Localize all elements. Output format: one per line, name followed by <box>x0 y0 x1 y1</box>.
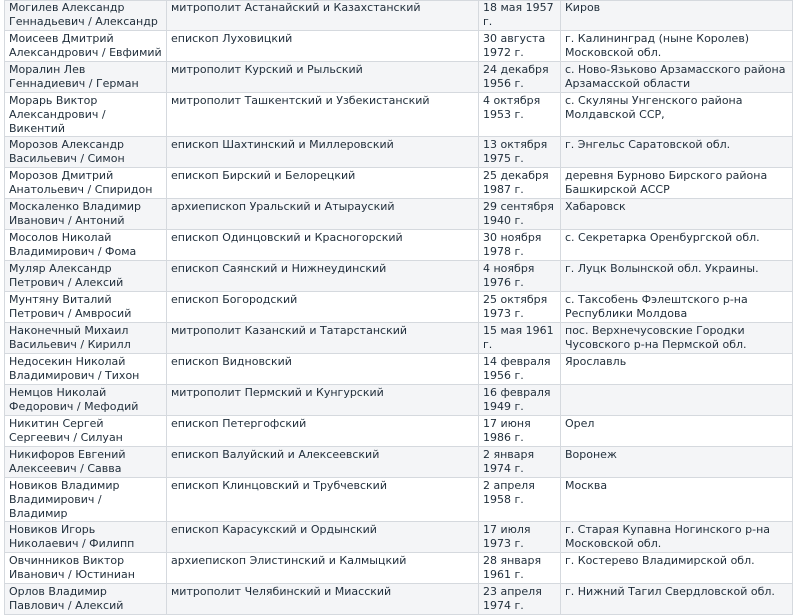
hierarchs-table <box>4 0 793 615</box>
cell-birth-date: 17 июня 1986 г. <box>479 416 561 447</box>
table-row <box>5 93 793 137</box>
cell-birth-date: 29 сентября 1940 г. <box>479 199 561 230</box>
cell-birth-date: 4 ноября 1976 г. <box>479 261 561 292</box>
table-row <box>5 323 793 354</box>
cell-name: Морарь Виктор Александрович / Викентий <box>5 93 167 137</box>
cell-birth-place: г. Энгельс Саратовской обл. <box>561 137 793 168</box>
cell-title: епископ Карасукский и Ордынский <box>167 522 479 553</box>
table-row <box>5 199 793 230</box>
cell-birth-place: деревня Бурново Бирского района Башкирской АССР <box>561 168 793 199</box>
cell-birth-place: г. Калининград (ныне Королев) Московской обл. <box>561 31 793 62</box>
cell-title: митрополит Астанайский и Казахстанский <box>167 1 479 31</box>
cell-birth-place: пос. Верхнечусовские Городки Чусовского р-на Пермской обл. <box>561 323 793 354</box>
cell-name: Могилев Александр Геннадьевич / Александр <box>5 1 167 31</box>
cell-birth-date: 2 апреля 1958 г. <box>479 478 561 522</box>
cell-birth-place: Ярославль <box>561 354 793 385</box>
hierarchs-table-container <box>4 0 792 615</box>
cell-title: епископ Шахтинский и Миллеровский <box>167 137 479 168</box>
cell-name: Муляр Александр Петрович / Алексий <box>5 261 167 292</box>
cell-birth-date: 4 октября 1953 г. <box>479 93 561 137</box>
cell-birth-place: г. Нижний Тагил Свердловской обл. <box>561 584 793 615</box>
table-body <box>5 1 793 615</box>
cell-birth-date: 13 октября 1975 г. <box>479 137 561 168</box>
cell-birth-place: с. Скуляны Унгенского района Молдавской ССР, <box>561 93 793 137</box>
cell-birth-date: 14 февраля 1956 г. <box>479 354 561 385</box>
table-row <box>5 292 793 323</box>
cell-birth-date: 24 декабря 1956 г. <box>479 62 561 93</box>
cell-birth-place: с. Ново-Язьково Арзамасского района Арзамасской области <box>561 62 793 93</box>
cell-birth-date: 18 мая 1957 г. <box>479 1 561 31</box>
cell-title: епископ Валуйский и Алексеевский <box>167 447 479 478</box>
table-row <box>5 31 793 62</box>
cell-name: Моисеев Дмитрий Александрович / Евфимий <box>5 31 167 62</box>
cell-name: Мосолов Николай Владимирович / Фома <box>5 230 167 261</box>
page-scroll-edge <box>792 0 800 578</box>
cell-birth-date: 15 мая 1961 г. <box>479 323 561 354</box>
table-row <box>5 354 793 385</box>
cell-name: Москаленко Владимир Иванович / Антоний <box>5 199 167 230</box>
table-row <box>5 137 793 168</box>
cell-birth-date: 16 февраля 1949 г. <box>479 385 561 416</box>
cell-birth-place: с. Секретарка Оренбургской обл. <box>561 230 793 261</box>
table-row <box>5 478 793 522</box>
table-row <box>5 522 793 553</box>
cell-title: епископ Видновский <box>167 354 479 385</box>
cell-birth-place: с. Таксобень Фэлештского р-на Республики Молдова <box>561 292 793 323</box>
cell-name: Морозов Александр Васильевич / Симон <box>5 137 167 168</box>
cell-birth-date: 23 апреля 1974 г. <box>479 584 561 615</box>
cell-title: епископ Саянский и Нижнеудинский <box>167 261 479 292</box>
cell-title: митрополит Курский и Рыльский <box>167 62 479 93</box>
table-row <box>5 553 793 584</box>
cell-title: епископ Клинцовский и Трубчевский <box>167 478 479 522</box>
table-row <box>5 385 793 416</box>
table-row <box>5 62 793 93</box>
cell-birth-place: Киров <box>561 1 793 31</box>
table-row <box>5 447 793 478</box>
cell-birth-date: 25 октября 1973 г. <box>479 292 561 323</box>
cell-birth-place: г. Старая Купавна Ногинского р-на Московской обл. <box>561 522 793 553</box>
cell-title: епископ Луховицкий <box>167 31 479 62</box>
table-row <box>5 1 793 31</box>
table-row <box>5 261 793 292</box>
cell-name: Новиков Игорь Николаевич / Филипп <box>5 522 167 553</box>
cell-title: архиепископ Уральский и Атырауский <box>167 199 479 230</box>
cell-title: епископ Богородский <box>167 292 479 323</box>
cell-name: Овчинников Виктор Иванович / Юстиниан <box>5 553 167 584</box>
cell-birth-date: 28 января 1961 г. <box>479 553 561 584</box>
cell-title: епископ Петергофский <box>167 416 479 447</box>
cell-birth-date: 30 августа 1972 г. <box>479 31 561 62</box>
cell-title: митрополит Ташкентский и Узбекистанский <box>167 93 479 137</box>
cell-title: епископ Одинцовский и Красногорский <box>167 230 479 261</box>
cell-birth-place: г. Костерево Владимирской обл. <box>561 553 793 584</box>
cell-birth-date: 17 июля 1973 г. <box>479 522 561 553</box>
cell-name: Орлов Владимир Павлович / Алексий <box>5 584 167 615</box>
cell-title: архиепископ Элистинский и Калмыцкий <box>167 553 479 584</box>
cell-birth-place <box>561 385 793 416</box>
cell-birth-place: Москва <box>561 478 793 522</box>
cell-birth-date: 2 января 1974 г. <box>479 447 561 478</box>
table-row <box>5 230 793 261</box>
table-row <box>5 584 793 615</box>
cell-name: Никитин Сергей Сергеевич / Силуан <box>5 416 167 447</box>
cell-birth-place: Воронеж <box>561 447 793 478</box>
cell-name: Мунтяну Виталий Петрович / Амвросий <box>5 292 167 323</box>
cell-name: Моралин Лев Геннадиевич / Герман <box>5 62 167 93</box>
cell-name: Немцов Николай Федорович / Мефодий <box>5 385 167 416</box>
cell-name: Новиков Владимир Владимирович / Владимир <box>5 478 167 522</box>
cell-name: Морозов Дмитрий Анатольевич / Спиридон <box>5 168 167 199</box>
cell-birth-place: Орел <box>561 416 793 447</box>
cell-name: Недосекин Николай Владимирович / Тихон <box>5 354 167 385</box>
cell-name: Никифоров Евгений Алексеевич / Савва <box>5 447 167 478</box>
cell-birth-place: Хабаровск <box>561 199 793 230</box>
cell-birth-date: 25 декабря 1987 г. <box>479 168 561 199</box>
cell-birth-place: г. Луцк Волынской обл. Украины. <box>561 261 793 292</box>
table-row <box>5 416 793 447</box>
cell-title: епископ Бирский и Белорецкий <box>167 168 479 199</box>
cell-birth-date: 30 ноября 1978 г. <box>479 230 561 261</box>
table-row <box>5 168 793 199</box>
cell-name: Наконечный Михаил Васильевич / Кирилл <box>5 323 167 354</box>
cell-title: митрополит Челябинский и Миасский <box>167 584 479 615</box>
cell-title: митрополит Казанский и Татарстанский <box>167 323 479 354</box>
cell-title: митрополит Пермский и Кунгурский <box>167 385 479 416</box>
